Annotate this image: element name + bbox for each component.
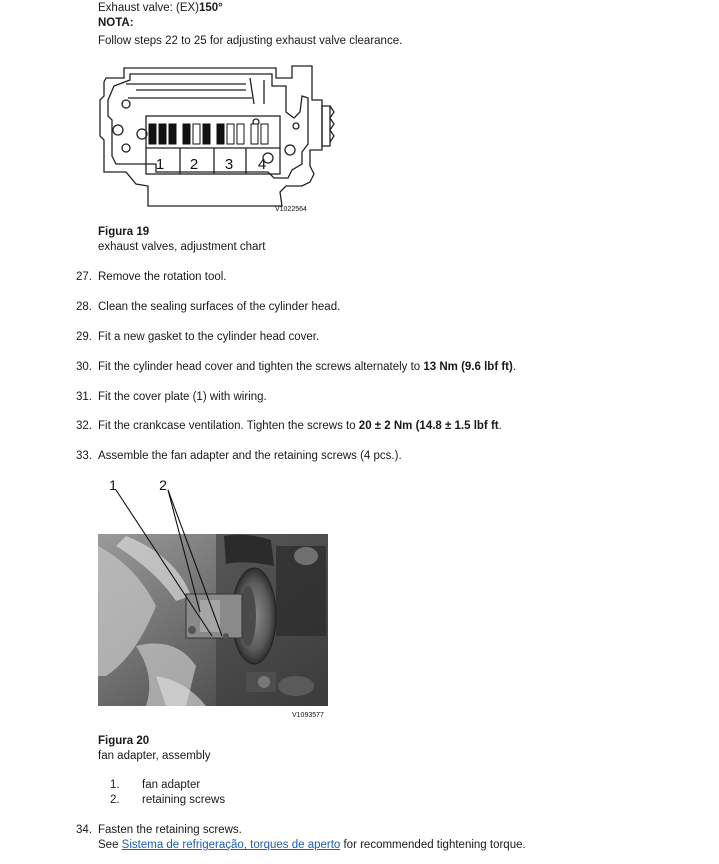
step-text: Remove the rotation tool. (98, 271, 227, 283)
callout-number: 1 (109, 477, 117, 493)
nota-label: NOTA: (98, 17, 134, 29)
nota-text: Follow steps 22 to 25 for adjusting exhaust valve clearance. (98, 35, 403, 47)
figure-20-title: Figura 20 (98, 735, 150, 747)
torque-value: 13 Nm (9.6 lbf ft) (423, 361, 513, 373)
see-prefix: See (98, 839, 122, 851)
cylinder-number: 1 (155, 156, 165, 173)
step-number: 30. (76, 361, 92, 373)
step-text-part: . (498, 420, 502, 432)
step-text (98, 361, 516, 373)
callout-number: 2 (159, 477, 167, 493)
step-number: 31. (76, 391, 92, 403)
step-text-part: Fit the cylinder head cover and tighten the screws alternately to (98, 361, 424, 373)
exhaust-valve-line (98, 2, 223, 14)
figure-20-photo (96, 476, 332, 722)
figure-20-caption: fan adapter, assembly (98, 750, 211, 762)
see-suffix: for recommended tightening torque. (340, 839, 526, 851)
step-number: 28. (76, 301, 92, 313)
legend-text: retaining screws (142, 794, 226, 806)
step-text: Fasten the retaining screws. (98, 824, 242, 836)
figure-19-diagram (96, 60, 336, 216)
cylinder-number: 3 (224, 156, 234, 173)
step-number: 27. (76, 271, 92, 283)
torque-value: 20 ± 2 Nm (14.8 ± 1.5 lbf ft (358, 420, 499, 432)
step-number: 32. (76, 420, 92, 432)
step-number: 34. (76, 824, 92, 836)
step-text: Clean the sealing surfaces of the cylinder head. (98, 301, 341, 313)
figure-19-title: Figura 19 (98, 226, 150, 238)
figure-19-caption: exhaust valves, adjustment chart (98, 241, 266, 253)
step-text-part: Fit the crankcase ventilation. Tighten the screws to (98, 420, 359, 432)
step-number: 29. (76, 331, 92, 343)
cooling-system-torque-link[interactable]: Sistema de refrigeração, torques de aperto (121, 839, 341, 851)
see-reference (98, 839, 526, 851)
step-text: Assemble the fan adapter and the retaining screws (4 pcs.). (98, 450, 402, 462)
image-code: V1022564 (275, 206, 307, 213)
legend-number: 1. (110, 779, 120, 791)
legend-number: 2. (110, 794, 120, 806)
cylinder-number: 2 (189, 156, 199, 173)
cylinder-number: 4 (257, 156, 267, 173)
step-text-part: . (512, 361, 517, 373)
step-text: Fit a new gasket to the cylinder head cover. (98, 331, 320, 343)
step-text: Fit the cover plate (1) with wiring. (98, 391, 267, 403)
exhaust-valve-label: Exhaust valve: (EX) (98, 2, 199, 14)
step-number: 33. (76, 450, 92, 462)
exhaust-valve-value: 150° (198, 2, 223, 14)
step-text (98, 420, 502, 432)
legend-text: fan adapter (142, 779, 201, 791)
image-code: V1093577 (292, 712, 324, 719)
